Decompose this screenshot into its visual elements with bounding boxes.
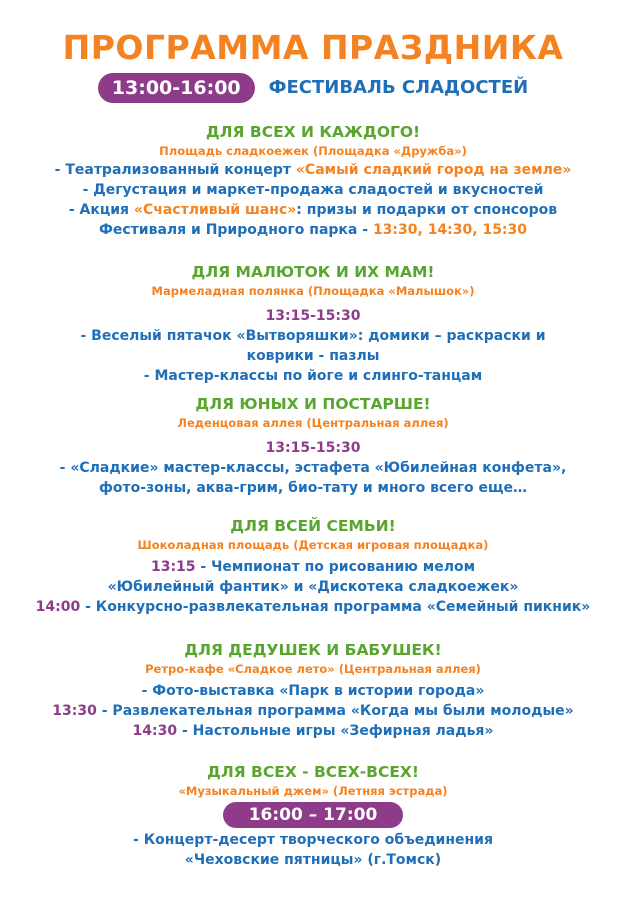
section-place: Ретро-кафе «Сладкое лето» (Центральная аллея) <box>145 662 481 676</box>
page-title: ПРОГРАММА ПРАЗДНИКА <box>62 28 564 67</box>
time-badge: 16:00 – 17:00 <box>223 802 404 828</box>
section-everyone <box>0 122 626 240</box>
program-line: фото-зоны, аква-грим, био-тату и много всего еще… <box>98 480 528 496</box>
section-heading: ДЛЯ ВСЕЙ СЕМЬИ! <box>230 517 396 535</box>
program-line: - Акция «Счастливый шанс»: призы и подарки от спонсоров <box>68 202 558 218</box>
program-line: - Концерт-десерт творческого объединения <box>133 832 493 848</box>
section-place: Мармеладная полянка (Площадка «Малышок») <box>151 284 475 298</box>
section-place: Леденцовая аллея (Центральная аллея) <box>177 416 449 430</box>
festival-name: ФЕСТИВАЛЬ СЛАДОСТЕЙ <box>268 77 529 98</box>
header-row <box>0 73 626 103</box>
program-line: - Веселый пятачок «Вытворяшки»: домики – раскраски и <box>80 328 546 344</box>
section-family <box>0 516 626 617</box>
program-line: Фестиваля и Природного парка - 13:30, 14:30, 15:30 <box>98 222 528 238</box>
program-line: - «Сладкие» мастер-классы, эстафета «Юбилейная конфета», <box>59 460 567 476</box>
program-line: «Юбилейный фантик» и «Дискотека сладкоежек» <box>107 579 519 595</box>
section-heading: ДЛЯ ВСЕХ И КАЖДОГО! <box>205 123 421 141</box>
program-line: - Мастер-классы по йоге и слинго-танцам <box>143 368 483 384</box>
time-badge: 13:00-16:00 <box>98 73 255 103</box>
section-time: 13:15-15:30 <box>265 440 361 456</box>
section-heading: ДЛЯ ЮНЫХ И ПОСТАРШЕ! <box>195 395 431 413</box>
section-toddlers <box>0 262 626 386</box>
program-line: - Театрализованный концерт «Самый сладкий город на земле» <box>54 162 572 178</box>
program-line: - Фото-выставка «Парк в истории города» <box>141 683 485 699</box>
section-place: Шоколадная площадь (Детская игровая площадка) <box>137 538 489 552</box>
section-grandparents <box>0 640 626 741</box>
program-line: коврики - пазлы <box>246 348 380 364</box>
section-all <box>0 762 626 870</box>
section-time: 13:15-15:30 <box>265 308 361 324</box>
program-line: 14:00 - Конкурсно-развлекательная программа «Семейный пикник» <box>35 599 591 615</box>
section-place: «Музыкальный джем» (Летняя эстрада) <box>178 784 448 798</box>
program-line: 14:30 - Настольные игры «Зефирная ладья» <box>132 723 494 739</box>
section-heading: ДЛЯ ДЕДУШЕК И БАБУШЕК! <box>184 641 442 659</box>
section-place: Площадь сладкоежек (Площадка «Дружба») <box>159 144 467 158</box>
program-line: - Дегустация и маркет-продажа сладостей и вкусностей <box>82 182 544 198</box>
program-line: 13:30 - Развлекательная программа «Когда мы были молодые» <box>52 703 574 719</box>
section-time-row <box>0 800 626 830</box>
program-line: 13:15 - Чемпионат по рисованию мелом <box>150 559 476 575</box>
section-youth <box>0 394 626 498</box>
section-heading: ДЛЯ ВСЕХ - ВСЕХ-ВСЕХ! <box>207 763 419 781</box>
section-heading: ДЛЯ МАЛЮТОК И ИХ МАМ! <box>191 263 435 281</box>
program-line: «Чеховские пятницы» (г.Томск) <box>184 852 442 868</box>
